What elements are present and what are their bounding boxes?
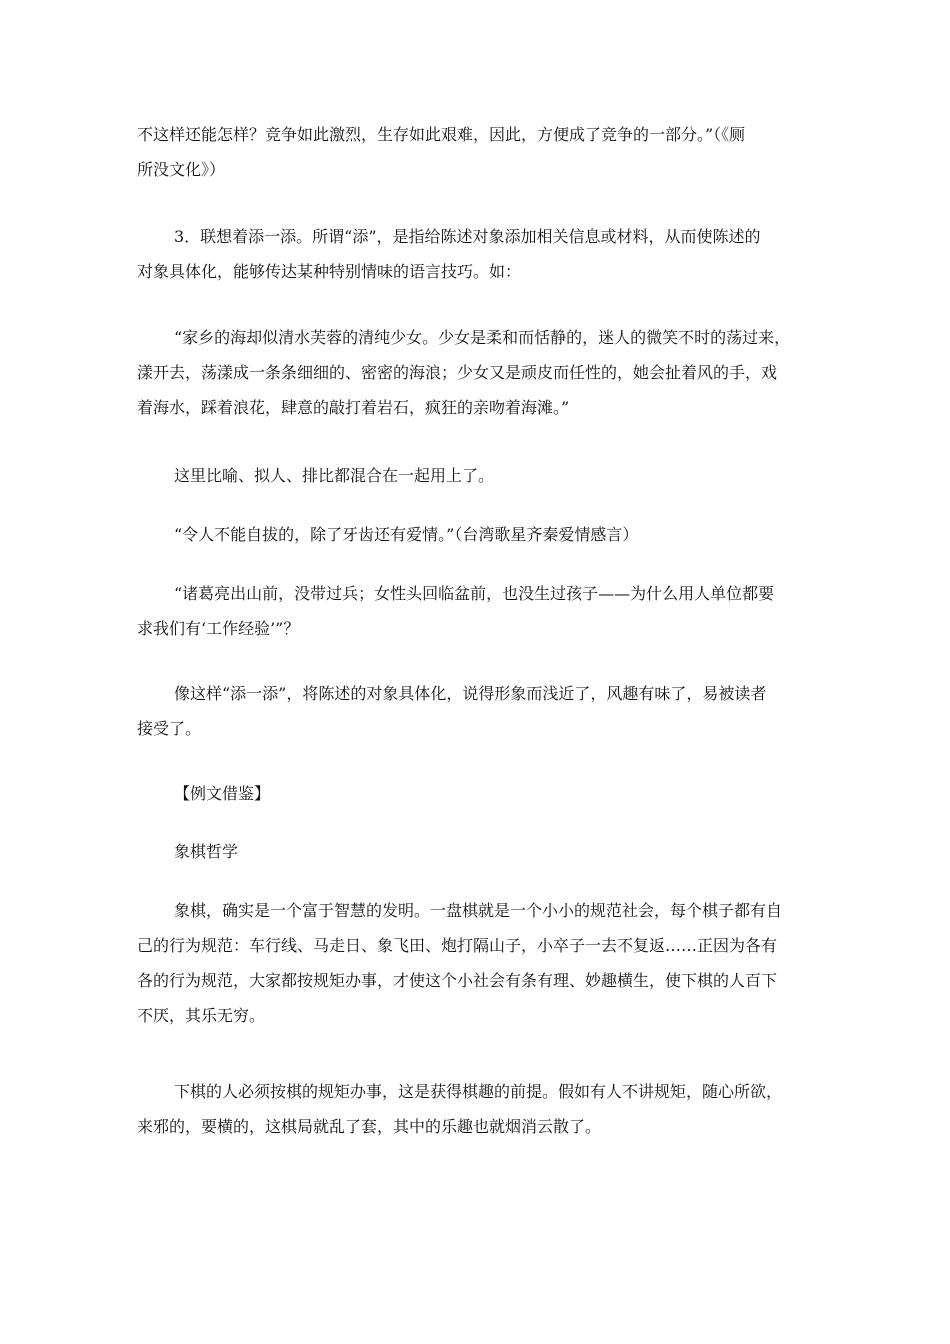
paragraph-example-love bbox=[137, 517, 817, 552]
text-line: 下棋的人必须按棋的规矩办事，这是获得棋趣的前提。假如有人不讲规矩，随心所欲， bbox=[174, 1082, 783, 1101]
text-line: 3．联想着添一添。所谓“添”，是指给陈述对象添加相关信息或材料，从而使陈述的 bbox=[174, 227, 761, 246]
paragraph-example-experience bbox=[137, 576, 817, 646]
paragraph-example-sea bbox=[137, 320, 817, 425]
text-line: 己的行为规范：车行线、马走日、象飞田、炮打隔山子，小卒子一去不复返……正因为各有 bbox=[137, 936, 778, 955]
paragraph-point-3 bbox=[137, 219, 817, 289]
text-line: 接受了。 bbox=[137, 719, 202, 738]
text-line: 对象具体化，能够传达某种特别情味的语言技巧。如： bbox=[137, 262, 522, 281]
text-line: 各的行为规范，大家都按规矩办事，才使这个小社会有条有理、妙趣横生，使下棋的人百下 bbox=[137, 971, 778, 990]
text-line: “家乡的海却似清水芙蓉的清纯少女。少女是柔和而恬静的，迷人的微笑不时的荡过来， bbox=[174, 328, 791, 347]
text-line: 象棋，确实是一个富于智慧的发明。一盘棋就是一个小小的规范社会，每个棋子都有自 bbox=[174, 901, 783, 920]
paragraph-summary bbox=[137, 676, 817, 746]
text-line: 【例文借鉴】 bbox=[174, 784, 271, 803]
paragraph-essay-2 bbox=[137, 1074, 817, 1144]
text-line: 所没文化》） bbox=[137, 160, 226, 179]
paragraph-essay-1 bbox=[137, 893, 817, 1033]
text-line: 求我们有‘工作经验’”？ bbox=[137, 619, 300, 638]
text-line: 不厌，其乐无穷。 bbox=[137, 1006, 266, 1025]
paragraph-comment bbox=[137, 458, 817, 493]
text-line: 像这样“添一添”，将陈述的对象具体化，说得形象而浅近了，风趣有味了，易被读者 bbox=[174, 684, 767, 703]
text-line: “诸葛亮出山前，没带过兵；女性头回临盆前，也没生过孩子——为什么用人单位都要 bbox=[174, 584, 775, 603]
text-line: “令人不能自拔的，除了牙齿还有爱情。”（台湾歌星齐秦爱情感言） bbox=[174, 525, 639, 544]
text-line: 来邪的，要横的，这棋局就乱了套，其中的乐趣也就烟消云散了。 bbox=[137, 1117, 602, 1136]
paragraph-quote-ending bbox=[137, 117, 817, 187]
section-heading bbox=[137, 776, 817, 811]
text-line: 漾开去，荡漾成一条条细细的、密密的海浪；少女又是顽皮而任性的，她会扯着风的手，戏 bbox=[137, 363, 778, 382]
text-line: 这里比喻、拟人、排比都混合在一起用上了。 bbox=[174, 466, 495, 485]
essay-title bbox=[137, 834, 817, 869]
text-line: 着海水，踩着浪花，肆意的敲打着岩石，疯狂的亲吻着海滩。” bbox=[137, 398, 570, 417]
text-line: 象棋哲学 bbox=[174, 842, 239, 861]
text-line: 不这样还能怎样？竞争如此激烈，生存如此艰难，因此，方便成了竞争的一部分。”（《厕 bbox=[137, 125, 746, 144]
